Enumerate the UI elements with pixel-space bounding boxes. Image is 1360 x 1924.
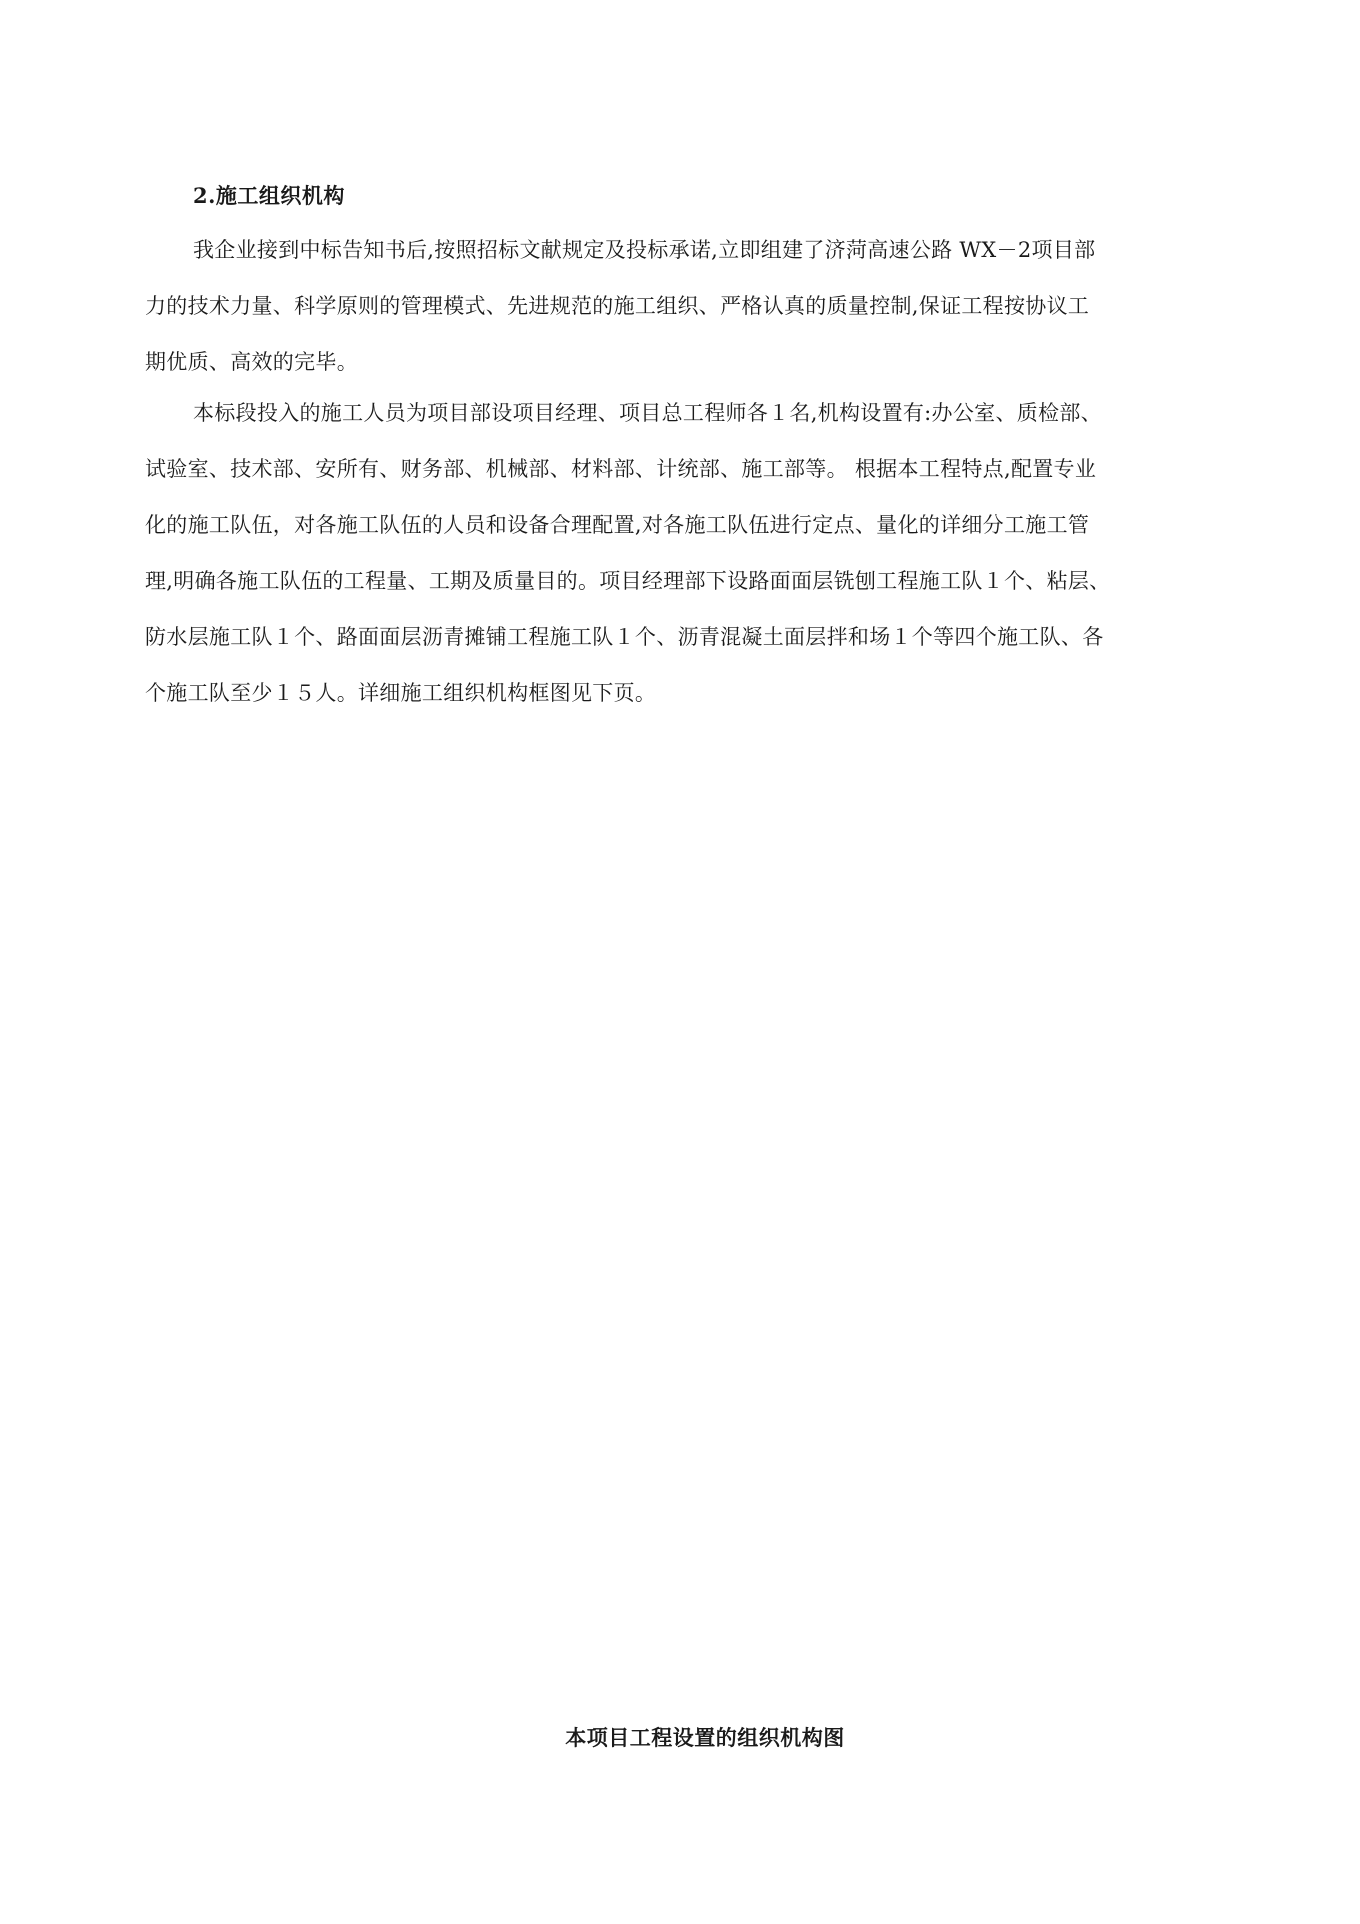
paragraph-1-line-2: 力的技术力量、科学原则的管理模式、先进规范的施工组织、严格认真的质量控制,保证工程按协议工 bbox=[145, 294, 1090, 318]
org-chart-title: 本项目工程设置的组织机构图 bbox=[565, 1725, 845, 1750]
paragraph-2-line-3: 化的施工队伍，对各施工队伍的人员和设备合理配置,对各施工队伍进行定点、量化的详细分工施工管 bbox=[145, 513, 1090, 537]
paragraph-2-line-1: 本标段投入的施工人员为项目部设项目经理、项目总工程师各１名,机构设置有:办公室、质检部、 bbox=[193, 401, 1102, 425]
paragraph-2-line-4: 理,明确各施工队伍的工程量、工期及质量目的。项目经理部下设路面面层铣刨工程施工队１个、粘层、 bbox=[145, 569, 1111, 593]
paragraph-2-line-6: 个施工队至少１５人。详细施工组织机构框图见下页。 bbox=[145, 681, 657, 705]
section-heading: 2.施工组织机构 bbox=[193, 183, 345, 208]
paragraph-1-line-3: 期优质、高效的完毕。 bbox=[145, 350, 358, 374]
paragraph-2-line-5: 防水层施工队１个、路面面层沥青摊铺工程施工队１个、沥青混凝土面层拌和场１个等四个施工队、各 bbox=[145, 625, 1104, 649]
paragraph-2-line-2: 试验室、技术部、安所有、财务部、机械部、材料部、计统部、施工部等。 根据本工程特点,配置专业 bbox=[145, 457, 1097, 481]
paragraph-1-line-1: 我企业接到中标告知书后,按照招标文献规定及投标承诺,立即组建了济菏高速公路 WX－2项目部 bbox=[193, 238, 1096, 262]
